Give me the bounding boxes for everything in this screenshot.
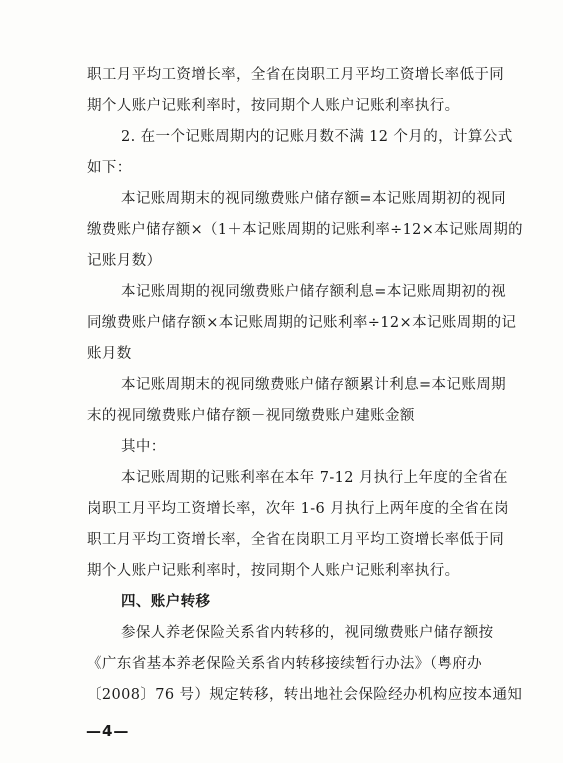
text-line: 记账月数） (87, 253, 162, 269)
section-heading: 四、账户转移 (121, 594, 211, 610)
text-line: 岗职工月平均工资增长率，次年 1-6 月执行上两年度的全省在岗 (87, 501, 509, 517)
text-line: 本记账周期的记账利率在本年 7-12 月执行上年度的全省在 (121, 470, 508, 486)
text-line: 参保人养老保险关系省内转移的，视同缴费账户储存额按 (121, 625, 494, 641)
text-line: 其中： (121, 439, 166, 455)
text-line: 缴费账户储存额×（1＋本记账周期的记账利率÷12×本记账周期的 (87, 222, 523, 238)
text-line: 同缴费账户储存额×本记账周期的记账利率÷12×本记账周期的记 (87, 315, 517, 331)
text-line: 本记账周期末的视同缴费账户储存额=本记账周期初的视同 (121, 191, 507, 207)
text-line: 账月数 (87, 346, 132, 362)
text-line: 如下： (87, 160, 132, 176)
text-line: 本记账周期的视同缴费账户储存额利息=本记账周期初的视 (121, 284, 507, 300)
text-line: 2. 在一个记账周期内的记账月数不满 12 个月的，计算公式 (121, 129, 513, 145)
text-line: 《广东省基本养老保险关系省内转移接续暂行办法》（粤府办 (87, 656, 483, 672)
text-line: 本记账周期末的视同缴费账户储存额累计利息=本记账周期 (121, 377, 507, 393)
page-number: —4— (86, 722, 130, 740)
text-line: 期个人账户记账利率时，按同期个人账户记账利率执行。 (87, 563, 460, 579)
text-line: 〔2008〕76 号）规定转移，转出地社会保险经办机构应按本通知 (87, 687, 523, 703)
text-line: 职工月平均工资增长率，全省在岗职工月平均工资增长率低于同 (87, 67, 505, 83)
text-line: 职工月平均工资增长率，全省在岗职工月平均工资增长率低于同 (87, 532, 505, 548)
text-line: 末的视同缴费账户储存额－视同缴费账户建账金额 (87, 408, 415, 424)
text-line: 期个人账户记账利率时，按同期个人账户记账利率执行。 (87, 98, 460, 114)
